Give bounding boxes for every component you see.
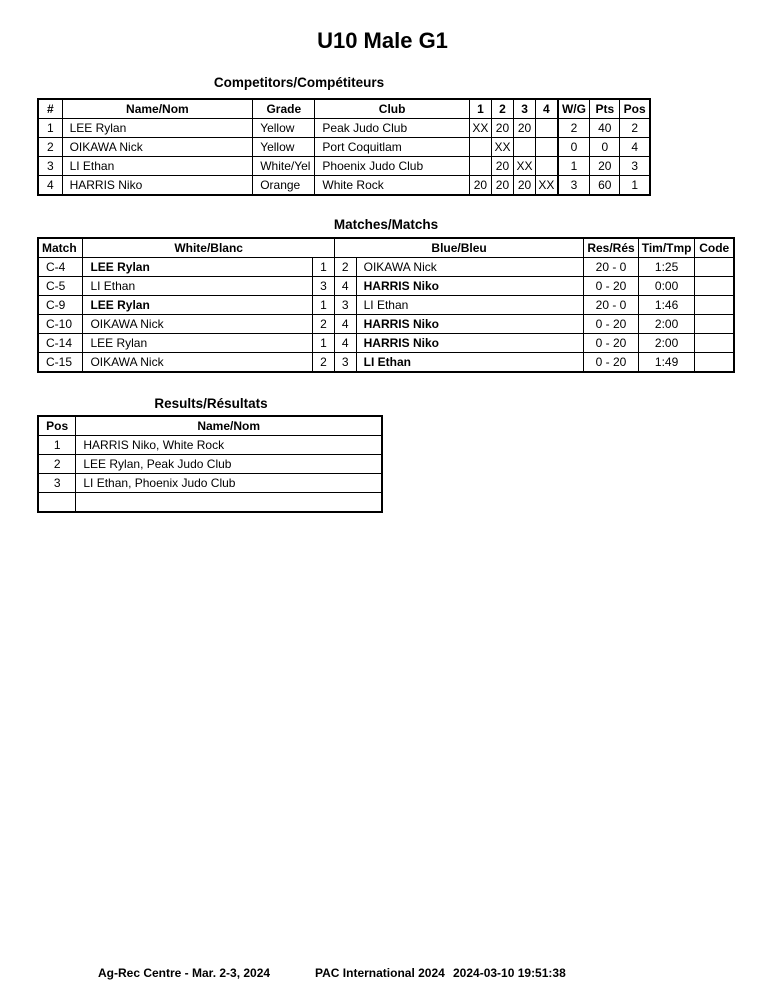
match-time: 2:00: [638, 334, 695, 353]
match-row: [38, 353, 734, 373]
round-4-score: [536, 157, 558, 176]
result-name: [76, 493, 382, 513]
white-competitor: LEE Rylan: [83, 296, 313, 315]
col-header-result: Res/Rés: [584, 238, 638, 258]
white-number: 3: [313, 277, 335, 296]
matches-header-row: [38, 238, 734, 258]
result-row: [38, 436, 382, 455]
competitor-grade: Yellow: [253, 119, 315, 138]
match-row: [38, 315, 734, 334]
col-header-round-4: 4: [536, 99, 558, 119]
result-row: [38, 455, 382, 474]
round-3-score: 20: [514, 119, 536, 138]
competitor-club: Phoenix Judo Club: [315, 157, 470, 176]
blue-number: 4: [334, 315, 356, 334]
competitor-position: 3: [620, 157, 650, 176]
round-4-score: [536, 138, 558, 157]
match-result: 0 - 20: [584, 315, 638, 334]
match-id: C-15: [38, 353, 83, 373]
footer-venue: Ag-Rec Centre - Mar. 2-3, 2024: [98, 966, 271, 980]
match-code: [695, 334, 734, 353]
round-1-score: 20: [469, 176, 491, 196]
match-id: C-9: [38, 296, 83, 315]
match-code: [695, 353, 734, 373]
col-header-result-pos: Pos: [38, 416, 76, 436]
round-2-score: 20: [491, 157, 513, 176]
col-header-pts: Pts: [590, 99, 620, 119]
match-code: [695, 315, 734, 334]
match-result: 0 - 20: [584, 277, 638, 296]
competitor-points: 20: [590, 157, 620, 176]
white-number: 2: [313, 315, 335, 334]
competitor-name: HARRIS Niko: [62, 176, 253, 196]
competitor-club: Port Coquitlam: [315, 138, 470, 157]
match-result: 20 - 0: [584, 258, 638, 277]
blue-number: 2: [334, 258, 356, 277]
col-header-num: #: [38, 99, 62, 119]
round-3-score: [514, 138, 536, 157]
match-row: [38, 258, 734, 277]
match-row: [38, 277, 734, 296]
col-header-white: White/Blanc: [83, 238, 334, 258]
col-header-grade: Grade: [253, 99, 315, 119]
round-3-score: 20: [514, 176, 536, 196]
col-header-time: Tim/Tmp: [638, 238, 695, 258]
match-id: C-14: [38, 334, 83, 353]
col-header-code: Code: [695, 238, 734, 258]
blue-competitor: HARRIS Niko: [356, 277, 584, 296]
result-position: 1: [38, 436, 76, 455]
page-title: U10 Male G1: [317, 28, 448, 53]
blue-competitor: LI Ethan: [356, 353, 584, 373]
competitor-name: OIKAWA Nick: [62, 138, 253, 157]
match-code: [695, 296, 734, 315]
result-position: [38, 493, 76, 513]
blue-number: 3: [334, 353, 356, 373]
white-competitor: LEE Rylan: [83, 334, 313, 353]
competitor-number: 1: [38, 119, 62, 138]
match-code: [695, 258, 734, 277]
col-header-club: Club: [315, 99, 470, 119]
competitor-number: 4: [38, 176, 62, 196]
round-2-score: XX: [491, 138, 513, 157]
result-row: [38, 493, 382, 513]
competitor-name: LI Ethan: [62, 157, 253, 176]
competitors-table: [37, 98, 651, 196]
competitor-name: LEE Rylan: [62, 119, 253, 138]
match-code: [695, 277, 734, 296]
match-row: [38, 296, 734, 315]
competitors-section-title: Competitors/Compétiteurs: [213, 75, 385, 90]
competitor-row: [38, 138, 650, 157]
competitor-wins: 3: [558, 176, 590, 196]
col-header-match: Match: [38, 238, 83, 258]
result-row: [38, 474, 382, 493]
match-time: 1:49: [638, 353, 695, 373]
competitor-position: 4: [620, 138, 650, 157]
competitor-grade: White/Yel: [253, 157, 315, 176]
white-competitor: OIKAWA Nick: [83, 353, 313, 373]
col-header-round-3: 3: [514, 99, 536, 119]
match-row: [38, 334, 734, 353]
white-number: 1: [313, 296, 335, 315]
white-competitor: OIKAWA Nick: [83, 315, 313, 334]
match-id: C-5: [38, 277, 83, 296]
white-number: 2: [313, 353, 335, 373]
round-2-score: 20: [491, 176, 513, 196]
match-id: C-10: [38, 315, 83, 334]
blue-competitor: LI Ethan: [356, 296, 584, 315]
result-name: LI Ethan, Phoenix Judo Club: [76, 474, 382, 493]
result-name: HARRIS Niko, White Rock: [76, 436, 382, 455]
result-position: 3: [38, 474, 76, 493]
blue-number: 4: [334, 334, 356, 353]
col-header-round-2: 2: [491, 99, 513, 119]
match-result: 0 - 20: [584, 334, 638, 353]
competitor-wins: 1: [558, 157, 590, 176]
col-header-blue: Blue/Bleu: [334, 238, 583, 258]
match-id: C-4: [38, 258, 83, 277]
match-time: 0:00: [638, 277, 695, 296]
match-result: 0 - 20: [584, 353, 638, 373]
results-table: [37, 415, 383, 513]
competitor-grade: Yellow: [253, 138, 315, 157]
competitor-number: 3: [38, 157, 62, 176]
competitor-row: [38, 119, 650, 138]
col-header-name: Name/Nom: [62, 99, 253, 119]
match-time: 1:46: [638, 296, 695, 315]
white-competitor: LI Ethan: [83, 277, 313, 296]
competitor-points: 40: [590, 119, 620, 138]
footer-event: PAC International 2024: [315, 966, 445, 980]
white-number: 1: [313, 258, 335, 277]
competitors-header-row: [38, 99, 650, 119]
blue-competitor: OIKAWA Nick: [356, 258, 584, 277]
white-competitor: LEE Rylan: [83, 258, 313, 277]
blue-competitor: HARRIS Niko: [356, 315, 584, 334]
blue-number: 3: [334, 296, 356, 315]
blue-competitor: HARRIS Niko: [356, 334, 584, 353]
col-header-pos: Pos: [620, 99, 650, 119]
competitor-points: 60: [590, 176, 620, 196]
results-section-title: Results/Résultats: [154, 396, 268, 411]
competitor-points: 0: [590, 138, 620, 157]
result-position: 2: [38, 455, 76, 474]
competitor-grade: Orange: [253, 176, 315, 196]
match-time: 2:00: [638, 315, 695, 334]
match-result: 20 - 0: [584, 296, 638, 315]
round-1-score: XX: [469, 119, 491, 138]
competitor-wins: 2: [558, 119, 590, 138]
competitor-position: 2: [620, 119, 650, 138]
competitor-number: 2: [38, 138, 62, 157]
competitor-club: White Rock: [315, 176, 470, 196]
matches-table: [37, 237, 735, 373]
blue-number: 4: [334, 277, 356, 296]
white-number: 1: [313, 334, 335, 353]
match-time: 1:25: [638, 258, 695, 277]
result-name: LEE Rylan, Peak Judo Club: [76, 455, 382, 474]
round-4-score: [536, 119, 558, 138]
footer-timestamp: 2024-03-10 19:51:38: [453, 966, 566, 980]
col-header-round-1: 1: [469, 99, 491, 119]
competitor-position: 1: [620, 176, 650, 196]
round-1-score: [469, 157, 491, 176]
competitor-row: [38, 157, 650, 176]
col-header-wg: W/G: [558, 99, 590, 119]
competitor-club: Peak Judo Club: [315, 119, 470, 138]
matches-section-title: Matches/Matchs: [333, 217, 439, 232]
col-header-result-name: Name/Nom: [76, 416, 382, 436]
competitor-row: [38, 176, 650, 196]
round-2-score: 20: [491, 119, 513, 138]
results-header-row: [38, 416, 382, 436]
round-4-score: XX: [536, 176, 558, 196]
competitor-wins: 0: [558, 138, 590, 157]
round-3-score: XX: [514, 157, 536, 176]
round-1-score: [469, 138, 491, 157]
